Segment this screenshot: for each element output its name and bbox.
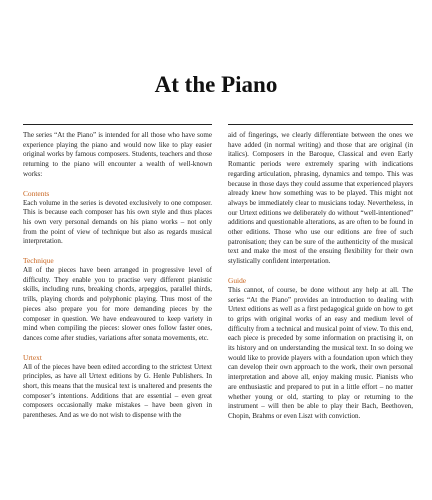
urtext-paragraph: All of the pieces have been edited according to the strictest Urtext principles, as have all Urtext editions by G. Henle Publishers. In short, this means that the musical text is unaltered and presents the composer’s intentions. Additions that are essential – even great composers occasionally make mistakes – have been given in parentheses. And as we do not wish to dispense with the xyxy=(23,362,212,420)
technique-paragraph: All of the pieces have been arranged in progressive level of difficulty. They enable you to practise very different pianistic skills, including runs, breaking chords, arpeggios, parallel thirds, trills, playing chords and polyphonic playing. Thus most of the pieces also prepare you for more demanding pieces by the composer in question. We have endeavoured to keep variety in mind when compiling the pieces: slower ones follow faster ones, dances come after studies, variations after sonata movements, etc. xyxy=(23,266,212,342)
urtext-heading: Urtext xyxy=(23,352,42,362)
guide-heading: Guide xyxy=(228,275,247,285)
left-column xyxy=(23,131,212,421)
urtext-continued-paragraph: aid of fingerings, we clearly differentiate between the ones we have added (in normal writing) and those that are original (in italics). Composers in the Baroque, Classical and even Early Romantic periods were extremely sparing with indications regarding articulation, phrasing, dynamics and tempo. This was because in those days they could assume that experienced players already knew how something was to be played. This might not always be immediately clear to musicians today. Nevertheless, in our Urtext editions we deliberately do without “well-intentioned” additions and questionable alterations, as are often to be found in other editions. Those who use our editions are free of such patronisation; they can be sure of the authenticity of the musical text and make the most of the ensuing flexibility for their own stylistically confident interpretation. xyxy=(228,131,413,266)
guide-paragraph: This cannot, of course, be done without any help at all. The series “At the Piano” provides an introduction to dealing with Urtext editions as well as a first pedagogical guide on how to get to grips with original works of an easy and medium level of difficulty from a technical and musical point of view. To this end, each piece is preceded by some information on practising it, on its history and on understanding the musical text. In so doing we would like to provide players with a foundation upon which they can develop their own approach to the work, their own personal interpretation and above all, enjoy making music. Pianists who are enthusiastic and prepared to put in a little effort – no matter whether young or old, starting to play or returning to the instrument – will then be able to play their Bach, Beethoven, Chopin, Brahms or even Liszt with conviction. xyxy=(228,285,413,420)
left-column-rule xyxy=(23,124,212,125)
right-column xyxy=(228,131,413,422)
page-title: At the Piano xyxy=(154,72,278,97)
technique-heading: Technique xyxy=(23,256,54,266)
contents-heading: Contents xyxy=(23,188,50,198)
intro-paragraph: The series “At the Piano” is intended for all those who have some experience playing the piano and would now like to play easier original works by famous composers. Students, teachers and those returning to the piano will encounter a wealth of well-known works: xyxy=(23,131,212,178)
contents-paragraph: Each volume in the series is devoted exclusively to one composer. This is because each composer has his own style and thus places his own very personal demands on his piano works – not only from the point of view of technique but also as regards musical interpretation. xyxy=(23,198,212,246)
right-column-rule xyxy=(228,124,413,125)
